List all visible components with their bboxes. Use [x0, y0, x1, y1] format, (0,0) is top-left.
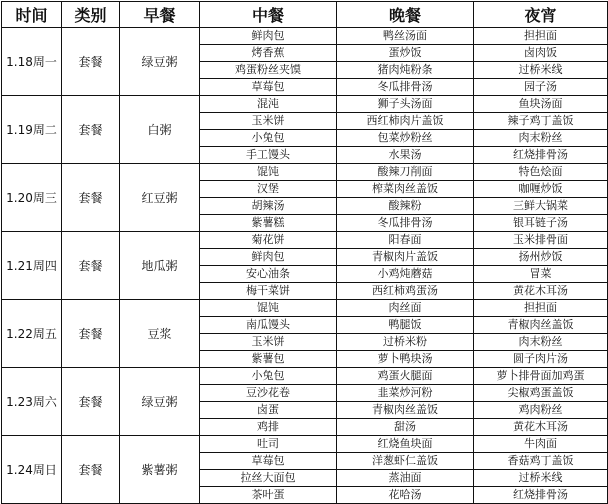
- day-date-cell: 1.24周日: [2, 436, 62, 504]
- dinner-cell: 担担面: [474, 28, 608, 45]
- breakfast-cell: 馄饨: [200, 164, 337, 181]
- day-category-cell: 套餐: [62, 28, 120, 96]
- breakfast-cell: 鲜肉包: [200, 249, 337, 266]
- lunch-cell: 韭菜炒河粉: [337, 385, 474, 402]
- header-dinner: 晚餐: [337, 2, 474, 28]
- dinner-cell: 咖喱炒饭: [474, 181, 608, 198]
- day-date-cell: 1.18周一: [2, 28, 62, 96]
- breakfast-cell: 混沌: [200, 96, 337, 113]
- breakfast-cell: 鸡蛋粉丝夹馍: [200, 62, 337, 79]
- dinner-cell: 鱼块汤面: [474, 96, 608, 113]
- lunch-cell: 过桥米粉: [337, 334, 474, 351]
- breakfast-cell: 紫薯糕: [200, 215, 337, 232]
- breakfast-cell: 草莓包: [200, 453, 337, 470]
- lunch-cell: 阳春面: [337, 232, 474, 249]
- dinner-cell: 黄花木耳汤: [474, 283, 608, 300]
- table-row: [2, 368, 608, 385]
- lunch-cell: 冬瓜排骨汤: [337, 215, 474, 232]
- dinner-cell: 三鲜大锅菜: [474, 198, 608, 215]
- breakfast-cell: 茶叶蛋: [200, 487, 337, 504]
- header-lunch: 中餐: [200, 2, 337, 28]
- breakfast-cell: 草莓包: [200, 79, 337, 96]
- dinner-cell: 园子汤: [474, 79, 608, 96]
- day-category-cell: 套餐: [62, 436, 120, 504]
- header-category: 类别: [62, 2, 120, 28]
- lunch-cell: 榨菜肉丝盖饭: [337, 181, 474, 198]
- day-side-dish-cell: 豆浆: [120, 300, 200, 368]
- breakfast-cell: 梅干菜饼: [200, 283, 337, 300]
- header-time: 时间: [2, 2, 62, 28]
- dinner-cell: 过桥米线: [474, 62, 608, 79]
- lunch-cell: 青椒肉片盖饭: [337, 249, 474, 266]
- breakfast-cell: 烤香蕉: [200, 45, 337, 62]
- dinner-cell: 担担面: [474, 300, 608, 317]
- day-side-dish-cell: 红豆粥: [120, 164, 200, 232]
- lunch-cell: 西红柿鸡蛋汤: [337, 283, 474, 300]
- dinner-cell: 银耳链子汤: [474, 215, 608, 232]
- breakfast-cell: 玉米饼: [200, 334, 337, 351]
- dinner-cell: 尖椒鸡蛋盖饭: [474, 385, 608, 402]
- lunch-cell: 酸辣刀削面: [337, 164, 474, 181]
- day-date-cell: 1.22周五: [2, 300, 62, 368]
- lunch-cell: 洋葱虾仁盖饭: [337, 453, 474, 470]
- header-late-snack: 夜宵: [474, 2, 608, 28]
- lunch-cell: 鸡蛋火腿面: [337, 368, 474, 385]
- lunch-cell: 水果汤: [337, 147, 474, 164]
- dinner-cell: 肉末粉丝: [474, 130, 608, 147]
- lunch-cell: 青椒肉丝盖饭: [337, 402, 474, 419]
- lunch-cell: 小鸡炖蘑菇: [337, 266, 474, 283]
- lunch-cell: 萝卜鸭块汤: [337, 351, 474, 368]
- breakfast-cell: 小兔包: [200, 368, 337, 385]
- lunch-cell: 西红柿肉片盖饭: [337, 113, 474, 130]
- lunch-cell: 鸭丝汤面: [337, 28, 474, 45]
- lunch-cell: 花哈汤: [337, 487, 474, 504]
- day-category-cell: 套餐: [62, 232, 120, 300]
- lunch-cell: 甜汤: [337, 419, 474, 436]
- lunch-cell: 猪肉炖粉条: [337, 62, 474, 79]
- dinner-cell: 辣子鸡丁盖饭: [474, 113, 608, 130]
- lunch-cell: 蛋炒饭: [337, 45, 474, 62]
- breakfast-cell: 南瓜馒头: [200, 317, 337, 334]
- meal-schedule-table: [1, 1, 608, 504]
- table-row: [2, 300, 608, 317]
- schedule-body: [2, 28, 608, 504]
- breakfast-cell: 安心油条: [200, 266, 337, 283]
- dinner-cell: 过桥米线: [474, 470, 608, 487]
- lunch-cell: 肉丝面: [337, 300, 474, 317]
- lunch-cell: 酸辣粉: [337, 198, 474, 215]
- breakfast-cell: 拉丝大面包: [200, 470, 337, 487]
- dinner-cell: 香菇鸡丁盖饭: [474, 453, 608, 470]
- day-date-cell: 1.20周三: [2, 164, 62, 232]
- day-category-cell: 套餐: [62, 96, 120, 164]
- breakfast-cell: 手工馒头: [200, 147, 337, 164]
- lunch-cell: 鸭腿饭: [337, 317, 474, 334]
- day-side-dish-cell: 绿豆粥: [120, 368, 200, 436]
- dinner-cell: 扬州炒饭: [474, 249, 608, 266]
- breakfast-cell: 豆沙花卷: [200, 385, 337, 402]
- day-category-cell: 套餐: [62, 164, 120, 232]
- breakfast-cell: 玉米饼: [200, 113, 337, 130]
- dinner-cell: 圆子肉片汤: [474, 351, 608, 368]
- breakfast-cell: 吐司: [200, 436, 337, 453]
- breakfast-cell: 卤蛋: [200, 402, 337, 419]
- day-side-dish-cell: 紫薯粥: [120, 436, 200, 504]
- day-side-dish-cell: 绿豆粥: [120, 28, 200, 96]
- breakfast-cell: 汉堡: [200, 181, 337, 198]
- dinner-cell: 红烧排骨汤: [474, 487, 608, 504]
- dinner-cell: 黄花木耳汤: [474, 419, 608, 436]
- day-side-dish-cell: 白粥: [120, 96, 200, 164]
- header-breakfast: 早餐: [120, 2, 200, 28]
- day-category-cell: 套餐: [62, 300, 120, 368]
- dinner-cell: 鸡肉粉丝: [474, 402, 608, 419]
- lunch-cell: 冬瓜排骨汤: [337, 79, 474, 96]
- table-row: [2, 96, 608, 113]
- dinner-cell: 卤肉饭: [474, 45, 608, 62]
- table-row: [2, 436, 608, 453]
- table-row: [2, 232, 608, 249]
- header-row: [2, 2, 608, 28]
- day-side-dish-cell: 地瓜粥: [120, 232, 200, 300]
- lunch-cell: 包菜炒粉丝: [337, 130, 474, 147]
- dinner-cell: 玉米排骨面: [474, 232, 608, 249]
- dinner-cell: 冒菜: [474, 266, 608, 283]
- lunch-cell: 蒸油面: [337, 470, 474, 487]
- day-date-cell: 1.19周二: [2, 96, 62, 164]
- dinner-cell: 牛肉面: [474, 436, 608, 453]
- breakfast-cell: 紫薯包: [200, 351, 337, 368]
- breakfast-cell: 馄饨: [200, 300, 337, 317]
- dinner-cell: 红烧排骨汤: [474, 147, 608, 164]
- lunch-cell: 红烧鱼块面: [337, 436, 474, 453]
- breakfast-cell: 胡辣汤: [200, 198, 337, 215]
- day-date-cell: 1.21周四: [2, 232, 62, 300]
- day-date-cell: 1.23周六: [2, 368, 62, 436]
- table-row: [2, 164, 608, 181]
- breakfast-cell: 鲜肉包: [200, 28, 337, 45]
- table-row: [2, 28, 608, 45]
- dinner-cell: 特色烩面: [474, 164, 608, 181]
- dinner-cell: 萝卜排骨面加鸡蛋: [474, 368, 608, 385]
- breakfast-cell: 小兔包: [200, 130, 337, 147]
- dinner-cell: 青椒肉丝盖饭: [474, 317, 608, 334]
- breakfast-cell: 鸡排: [200, 419, 337, 436]
- breakfast-cell: 菊花饼: [200, 232, 337, 249]
- day-category-cell: 套餐: [62, 368, 120, 436]
- lunch-cell: 狮子头汤面: [337, 96, 474, 113]
- dinner-cell: 肉末粉丝: [474, 334, 608, 351]
